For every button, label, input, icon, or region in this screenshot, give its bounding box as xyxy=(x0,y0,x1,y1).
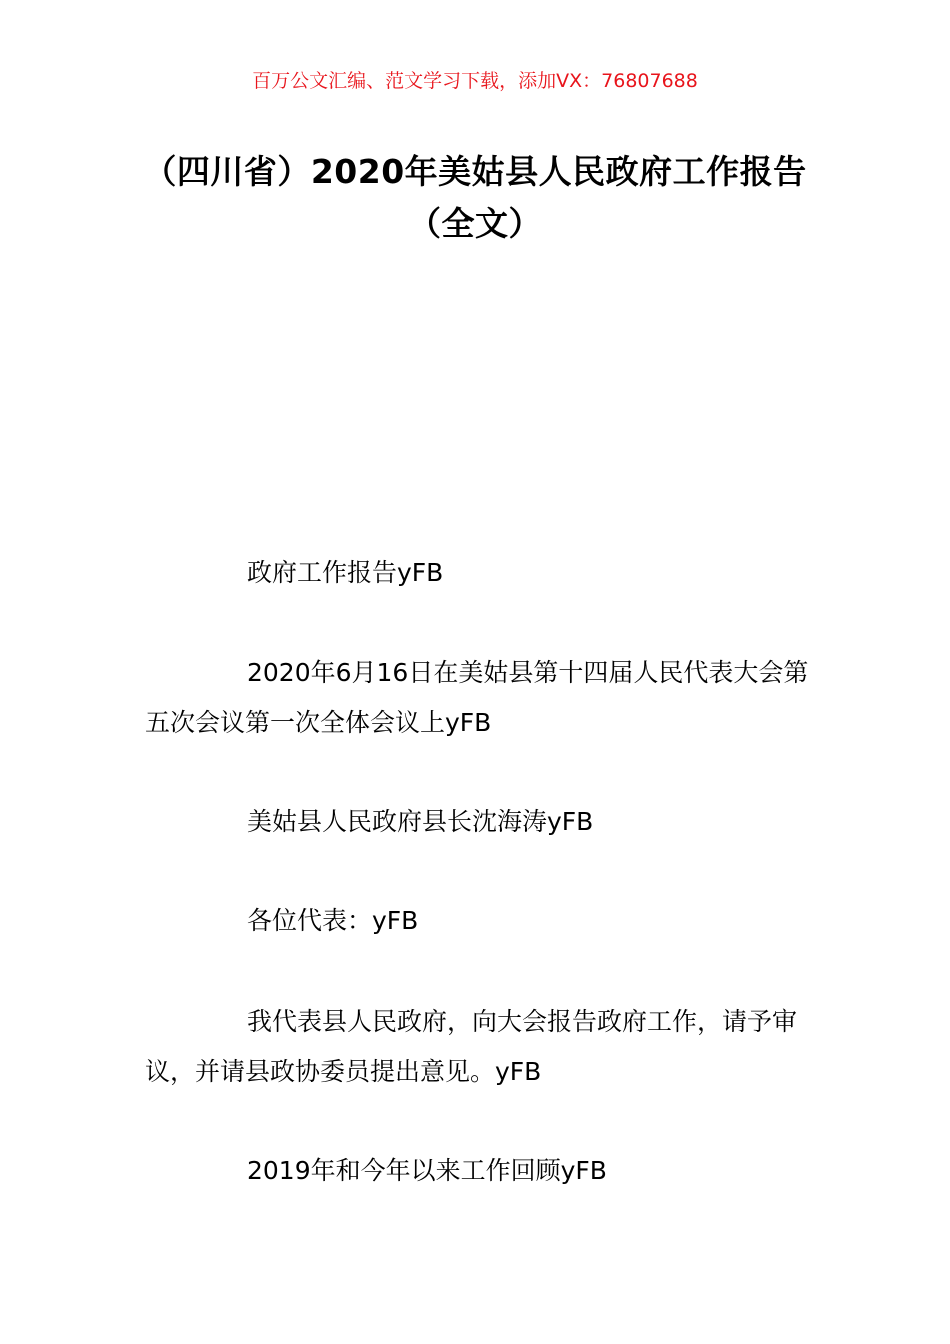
document-title: （四川省）2020年美姑县人民政府工作报告（全文） xyxy=(143,152,807,243)
paragraph-report-label: 政府工作报告yFB xyxy=(247,558,444,587)
paragraph-meeting-date: 2020年6月16日在美姑县第十四届人民代表大会第五次会议第一次全体会议上yFB xyxy=(145,658,809,737)
paragraph-greeting: 各位代表：yFB xyxy=(247,906,419,935)
paragraph-section-heading: 2019年和今年以来工作回顾yFB xyxy=(247,1156,607,1185)
paragraph-speaker: 美姑县人民政府县长沈海涛yFB xyxy=(247,807,594,836)
header-note: 百万公文汇编、范文学习下载，添加VX：76807688 xyxy=(252,70,698,92)
paragraph-intro: 我代表县人民政府，向大会报告政府工作，请予审议，并请县政协委员提出意见。yFB xyxy=(145,1007,798,1086)
